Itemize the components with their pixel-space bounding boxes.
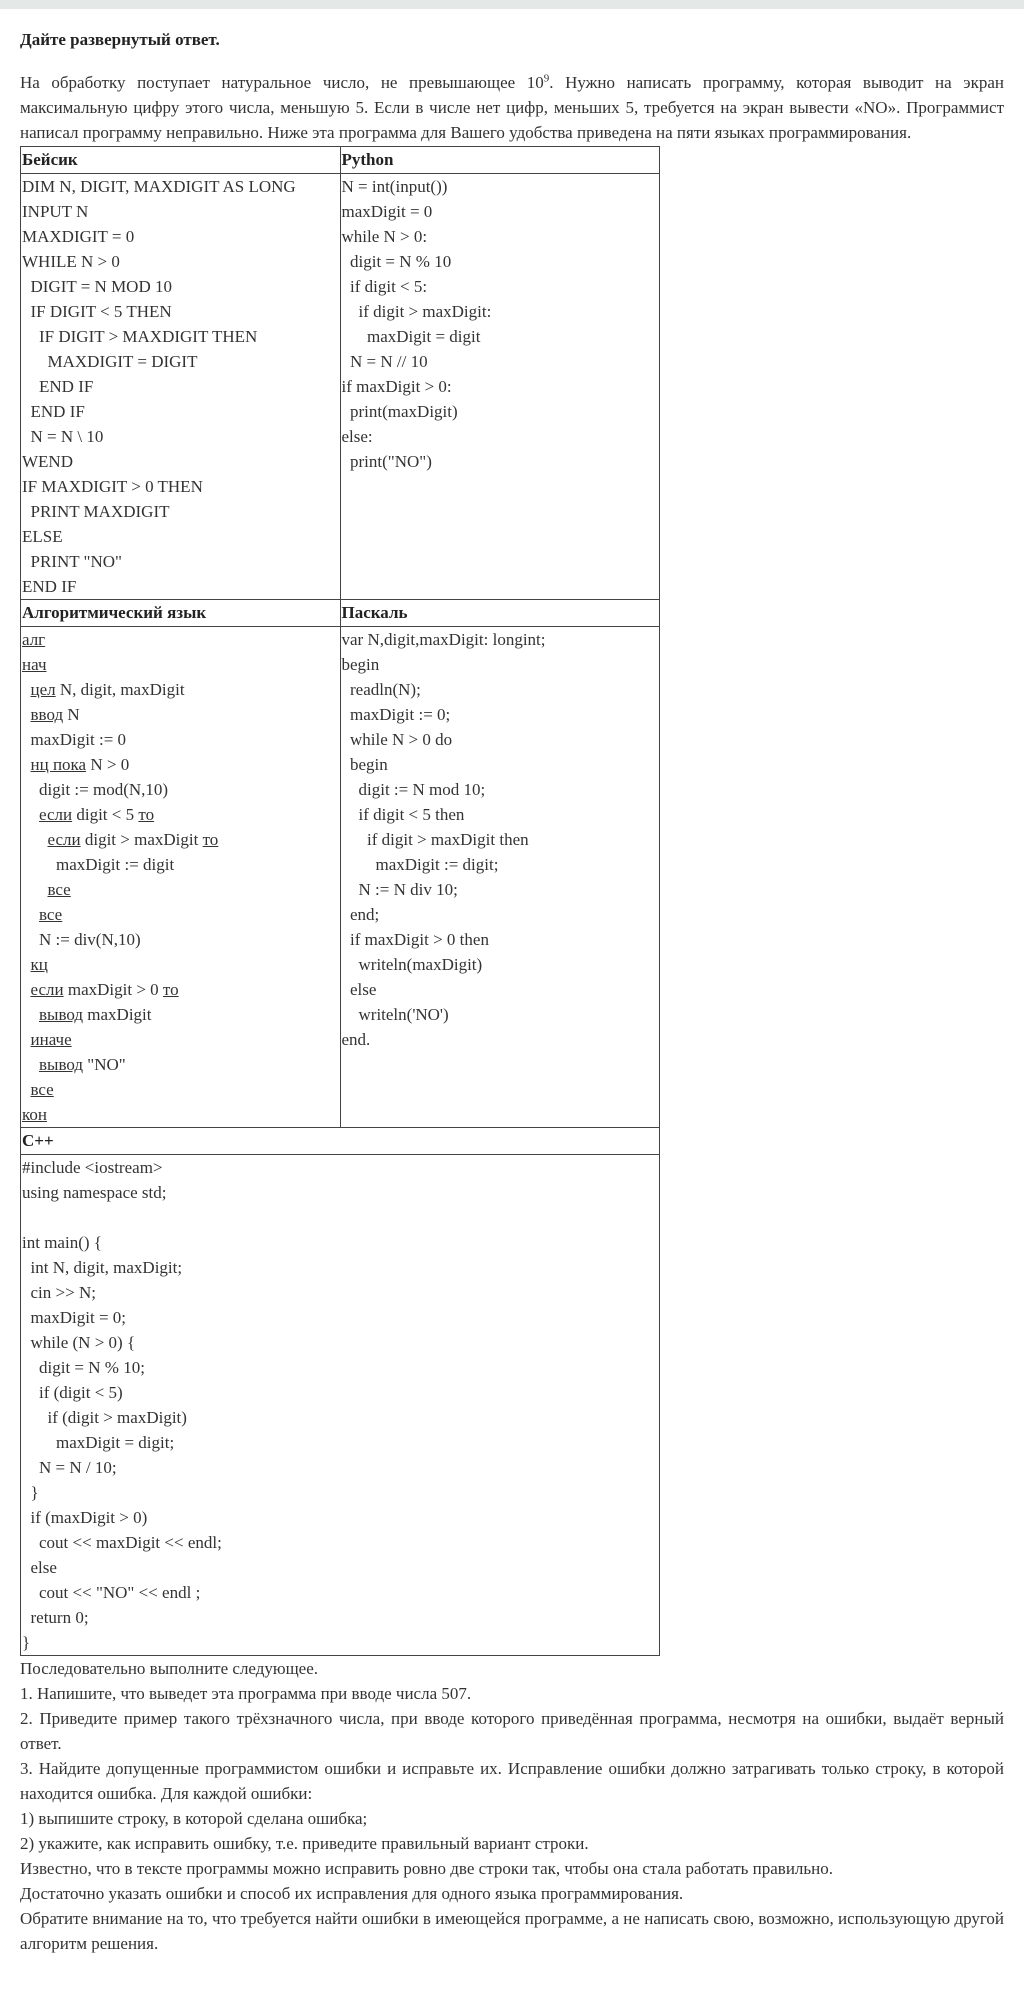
algo-code-line bbox=[21, 927, 340, 952]
basic-code-line: PRINT "NO" bbox=[22, 552, 122, 571]
pascal-code-line: writeln('NO') bbox=[341, 1005, 449, 1024]
algo-code-line bbox=[21, 777, 340, 802]
python-code-line: if maxDigit > 0: bbox=[341, 377, 452, 396]
algo-text bbox=[22, 980, 31, 999]
python-code-line: print(maxDigit) bbox=[341, 402, 458, 421]
task-paragraph: Достаточно указать ошибки и способ их исправления для одного языка программирования. bbox=[20, 1884, 684, 1903]
algo-text bbox=[22, 1080, 31, 1099]
cpp-code-line: else bbox=[22, 1558, 57, 1577]
algo-keyword: если bbox=[30, 980, 64, 999]
algo-text bbox=[22, 880, 48, 899]
basic-code bbox=[21, 174, 340, 599]
basic-code-line: END IF bbox=[22, 377, 94, 396]
pascal-code-line: else bbox=[341, 980, 377, 999]
pascal-code-line: maxDigit := digit; bbox=[341, 855, 499, 874]
basic-code-line: IF MAXDIGIT > 0 THEN bbox=[22, 477, 203, 496]
cpp-code-line: if (digit < 5) bbox=[22, 1383, 123, 1402]
pascal-code-line: var N,digit,maxDigit: longint; bbox=[341, 630, 546, 649]
algo-text: maxDigit bbox=[83, 1005, 152, 1024]
basic-code-line: WEND bbox=[22, 452, 73, 471]
algo-code-line bbox=[21, 752, 340, 777]
cpp-code-line: #include <iostream> bbox=[22, 1158, 163, 1177]
python-code-line: if digit < 5: bbox=[341, 277, 428, 296]
cpp-code-line: digit = N % 10; bbox=[22, 1358, 145, 1377]
task-intro bbox=[20, 70, 1004, 145]
cpp-code-line: return 0; bbox=[22, 1608, 89, 1627]
algo-keyword: нц пока bbox=[30, 755, 87, 774]
pascal-code-line: if digit > maxDigit then bbox=[341, 830, 529, 849]
algo-code-line bbox=[21, 902, 340, 927]
algo-text: N bbox=[63, 705, 80, 724]
basic-code-line: N = N \ 10 bbox=[22, 427, 104, 446]
cpp-code-line: maxDigit = 0; bbox=[22, 1308, 127, 1327]
cpp-code-line: int N, digit, maxDigit; bbox=[22, 1258, 183, 1277]
algo-text bbox=[22, 680, 31, 699]
cpp-code-line: if (maxDigit > 0) bbox=[22, 1508, 148, 1527]
cpp-code-line: cout << maxDigit << endl; bbox=[22, 1533, 222, 1552]
basic-code-line: MAXDIGIT = 0 bbox=[22, 227, 135, 246]
algo-text: N > 0 bbox=[86, 755, 130, 774]
pascal-code-line: while N > 0 do bbox=[341, 730, 453, 749]
pascal-code bbox=[341, 627, 660, 1052]
algo-text bbox=[22, 955, 31, 974]
algo-code-line bbox=[21, 952, 340, 977]
pascal-code-line: N := N div 10; bbox=[341, 880, 458, 899]
algo-title: Алгоритмический язык bbox=[22, 603, 207, 622]
algo-text: "NO" bbox=[83, 1055, 126, 1074]
algo-keyword: вывод bbox=[39, 1055, 84, 1074]
algo-code-line bbox=[21, 677, 340, 702]
algo-code-line bbox=[21, 727, 340, 752]
python-code-line: maxDigit = 0 bbox=[341, 202, 433, 221]
pascal-code-line: readln(N); bbox=[341, 680, 421, 699]
intro-text-start: На обработку поступает натуральное число, не превышающее 10 bbox=[20, 73, 544, 92]
basic-code-line: IF DIGIT > MAXDIGIT THEN bbox=[22, 327, 258, 346]
cpp-code-line: } bbox=[22, 1633, 31, 1652]
cpp-code-line: cin >> N; bbox=[22, 1283, 96, 1302]
pascal-code-line: digit := N mod 10; bbox=[341, 780, 486, 799]
algo-keyword: цел bbox=[30, 680, 56, 699]
python-code-line: N = N // 10 bbox=[341, 352, 428, 371]
algo-text bbox=[22, 1005, 39, 1024]
python-code-line: while N > 0: bbox=[341, 227, 428, 246]
algo-code-line bbox=[21, 1077, 340, 1102]
algo-keyword: нач bbox=[22, 655, 47, 674]
python-code-line: N = int(input()) bbox=[341, 177, 448, 196]
task-paragraph: 2. Приведите пример такого трёхзначного числа, при вводе которого приведённая программа, несмотря на ошибки, выдаёт верный ответ. bbox=[20, 1709, 1004, 1753]
algo-text bbox=[22, 855, 56, 874]
algo-text bbox=[22, 780, 39, 799]
task-page bbox=[0, 27, 1024, 1956]
task-paragraph: 1) выпишите строку, в которой сделана ошибка; bbox=[20, 1809, 368, 1828]
intro-text-end: . Нужно написать программу, которая выводит на экран максимальную цифру этого числа, меньшую 5. Если в числе нет цифр, меньших 5, требуется на экран вывести «NO». Программист написал программу неправильно. Ниже эта программа для Вашего удобства приведена на пяти языках программирования. bbox=[20, 73, 1004, 142]
algo-keyword: иначе bbox=[30, 1030, 72, 1049]
algo-keyword: кон bbox=[22, 1105, 47, 1124]
algo-text: digit < 5 bbox=[72, 805, 139, 824]
algo-code-line bbox=[21, 702, 340, 727]
algo-text: maxDigit > 0 bbox=[63, 980, 163, 999]
algo-text: maxDigit := digit bbox=[56, 855, 175, 874]
pascal-code-line: writeln(maxDigit) bbox=[341, 955, 483, 974]
task-paragraph: Обратите внимание на то, что требуется найти ошибки в имеющейся программе, а не написать свою, возможно, использующую другой алгоритм решения. bbox=[20, 1909, 1004, 1953]
task-paragraph: Последовательно выполните следующее. bbox=[20, 1659, 319, 1678]
algo-text bbox=[22, 705, 31, 724]
python-code-line: digit = N % 10 bbox=[341, 252, 452, 271]
task-paragraph: 2) укажите, как исправить ошибку, т.е. приведите правильный вариант строки. bbox=[20, 1834, 589, 1853]
algo-code bbox=[21, 627, 340, 1127]
python-code-line: print("NO") bbox=[341, 452, 432, 471]
cpp-code-line: while (N > 0) { bbox=[22, 1333, 136, 1352]
basic-code-line: END IF bbox=[22, 402, 85, 421]
pascal-code-line: begin bbox=[341, 755, 388, 774]
algo-text bbox=[22, 1055, 39, 1074]
algo-keyword: кц bbox=[30, 955, 48, 974]
intro-exponent: 9 bbox=[543, 72, 550, 85]
algo-code-line bbox=[21, 1102, 340, 1127]
cpp-title: C++ bbox=[22, 1131, 54, 1150]
pascal-code-line: maxDigit := 0; bbox=[341, 705, 451, 724]
cpp-code-line: maxDigit = digit; bbox=[22, 1433, 175, 1452]
algo-keyword: то bbox=[138, 805, 155, 824]
code-table bbox=[20, 146, 660, 1656]
algo-keyword: все bbox=[39, 905, 63, 924]
cpp-code-line: N = N / 10; bbox=[22, 1458, 117, 1477]
algo-keyword: все bbox=[30, 1080, 54, 1099]
cpp-header-cell bbox=[21, 1128, 660, 1155]
algo-text bbox=[22, 805, 39, 824]
pascal-code-cell bbox=[340, 627, 660, 1128]
basic-code-line: DIM N, DIGIT, MAXDIGIT AS LONG bbox=[22, 177, 296, 196]
basic-code-line: IF DIGIT < 5 THEN bbox=[22, 302, 172, 321]
basic-code-line: INPUT N bbox=[22, 202, 89, 221]
basic-code-line: MAXDIGIT = DIGIT bbox=[22, 352, 198, 371]
algo-code-line bbox=[21, 627, 340, 652]
top-bar bbox=[0, 0, 1024, 9]
algo-text bbox=[22, 1030, 31, 1049]
algo-code-line bbox=[21, 652, 340, 677]
algo-text bbox=[22, 905, 39, 924]
basic-code-line: WHILE N > 0 bbox=[22, 252, 120, 271]
cpp-code-line: int main() { bbox=[22, 1233, 102, 1252]
basic-code-line: PRINT MAXDIGIT bbox=[22, 502, 170, 521]
algo-text: N, digit, maxDigit bbox=[55, 680, 185, 699]
basic-code-cell bbox=[21, 174, 341, 600]
algo-text: N := div(N,10) bbox=[39, 930, 141, 949]
cpp-code-line: } bbox=[22, 1483, 39, 1502]
basic-title: Бейсик bbox=[22, 150, 78, 169]
task-paragraph: 1. Напишите, что выведет эта программа при вводе числа 507. bbox=[20, 1684, 472, 1703]
algo-code-line bbox=[21, 827, 340, 852]
pascal-code-line: begin bbox=[341, 655, 380, 674]
cpp-code-line: cout << "NO" << endl ; bbox=[22, 1583, 201, 1602]
python-code-line: else: bbox=[341, 427, 373, 446]
pascal-code-line: end; bbox=[341, 905, 380, 924]
algo-keyword: вывод bbox=[39, 1005, 84, 1024]
algo-code-line bbox=[21, 852, 340, 877]
algo-header-cell bbox=[21, 600, 341, 627]
algo-text: maxDigit := 0 bbox=[30, 730, 127, 749]
basic-code-line: DIGIT = N MOD 10 bbox=[22, 277, 172, 296]
python-title: Python bbox=[341, 150, 394, 169]
algo-text bbox=[22, 830, 48, 849]
pascal-code-line: if digit < 5 then bbox=[341, 805, 465, 824]
algo-keyword: если bbox=[47, 830, 81, 849]
algo-code-line bbox=[21, 1027, 340, 1052]
algo-code-line bbox=[21, 1052, 340, 1077]
task-paragraph: 3. Найдите допущенные программистом ошибки и исправьте их. Исправление ошибки должно затрагивать только строку, в которой находится ошибка. Для каждой ошибки: bbox=[20, 1759, 1004, 1803]
python-code bbox=[341, 174, 660, 474]
python-code-cell bbox=[340, 174, 660, 600]
algo-text bbox=[22, 730, 31, 749]
algo-keyword: если bbox=[39, 805, 73, 824]
cpp-code-line: using namespace std; bbox=[22, 1183, 167, 1202]
cpp-code-line: if (digit > maxDigit) bbox=[22, 1408, 187, 1427]
algo-text bbox=[22, 930, 39, 949]
cpp-code bbox=[21, 1155, 659, 1655]
algo-keyword: то bbox=[162, 980, 179, 999]
cpp-code-cell bbox=[21, 1155, 660, 1656]
cpp-code-line bbox=[21, 1205, 659, 1230]
python-code-line: if digit > maxDigit: bbox=[341, 302, 492, 321]
algo-keyword: то bbox=[202, 830, 219, 849]
algo-keyword: ввод bbox=[30, 705, 64, 724]
algo-text: digit := mod(N,10) bbox=[39, 780, 169, 799]
pascal-code-line: end. bbox=[341, 1030, 371, 1049]
algo-code-line bbox=[21, 1002, 340, 1027]
algo-code-cell bbox=[21, 627, 341, 1128]
python-code-line: maxDigit = digit bbox=[341, 327, 481, 346]
pascal-code-line: if maxDigit > 0 then bbox=[341, 930, 489, 949]
basic-code-line: ELSE bbox=[22, 527, 63, 546]
algo-text: digit > maxDigit bbox=[80, 830, 203, 849]
task-heading: Дайте развернутый ответ. bbox=[20, 30, 220, 49]
task-paragraph: Известно, что в тексте программы можно исправить ровно две строки так, чтобы она стала работать правильно. bbox=[20, 1859, 833, 1878]
pascal-title: Паскаль bbox=[341, 603, 408, 622]
task-instructions bbox=[20, 1656, 1004, 1956]
algo-keyword: алг bbox=[22, 630, 46, 649]
pascal-header-cell bbox=[340, 600, 660, 627]
basic-header-cell bbox=[21, 147, 341, 174]
algo-code-line bbox=[21, 977, 340, 1002]
algo-code-line bbox=[21, 802, 340, 827]
python-header-cell bbox=[340, 147, 660, 174]
algo-code-line bbox=[21, 877, 340, 902]
basic-code-line: END IF bbox=[22, 577, 77, 596]
algo-keyword: все bbox=[47, 880, 71, 899]
algo-text bbox=[22, 755, 31, 774]
